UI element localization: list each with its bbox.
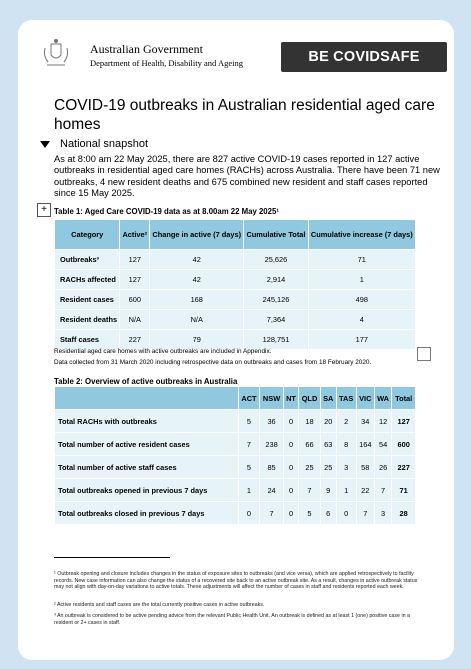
row-label: Staff cases [55,330,120,350]
table-cell: 4 [308,310,415,330]
table-move-handle-icon[interactable]: + [37,203,51,217]
column-header: Category [55,220,120,250]
table-cell: N/A [150,310,244,330]
collapse-triangle-icon[interactable] [40,141,50,148]
table-cell: 600 [120,290,150,310]
table-cell: 498 [308,290,415,310]
covidsafe-badge: BE COVIDSAFE [281,42,447,72]
table-cell: 600 [392,433,416,456]
table-cell: 177 [308,330,415,350]
table-cell: 66 [299,433,321,456]
table-cell: 127 [120,270,150,290]
column-header: Cumulative Total [244,220,308,250]
column-header: Cumulative increase (7 days) [308,220,415,250]
table-cell: 85 [260,456,284,479]
table-cell: 127 [120,250,150,270]
table-cell: 58 [356,456,374,479]
table-cell: 42 [150,250,244,270]
table-cell: 54 [374,433,392,456]
row-label: Total RACHs with outbreaks [55,410,239,433]
table-row [55,479,416,502]
page-header [18,20,454,82]
table-cell: 9 [320,479,336,502]
row-label: Resident deaths [55,310,120,330]
row-label: Outbreaks³ [55,250,120,270]
appendix-note [54,348,271,355]
table-cell: 7 [260,502,284,525]
table-cell: 7 [238,433,259,456]
column-header: Total [392,387,416,410]
table-cell: 8 [336,433,356,456]
table-cell: 25 [320,456,336,479]
table-cell: 20 [320,410,336,433]
table-cell: 0 [238,502,259,525]
data-collection-note: Data collected from 31 March 2020 including retrospective data on outbreaks and cases from 18 February 2020. [54,359,372,366]
row-label: RACHs affected [55,270,120,290]
government-name: Australian Government [90,42,203,56]
table-cell: 7,364 [244,310,308,330]
row-label: Total number of active staff cases [55,456,239,479]
table-cell: 1 [238,479,259,502]
column-header: QLD [299,387,321,410]
column-header: ACT [238,387,259,410]
table-cell: 18 [299,410,321,433]
table-row [55,310,416,330]
table-cell: 1 [308,270,415,290]
table-cell: N/A [120,310,150,330]
column-header: VIC [356,387,374,410]
table-cell: 164 [356,433,374,456]
column-header: WA [374,387,392,410]
table-cell: 42 [150,270,244,290]
column-header: Active² [120,220,150,250]
footnote-divider [54,557,170,558]
table-cell: 3 [336,456,356,479]
table-cell: 24 [260,479,284,502]
table-cell: 26 [374,456,392,479]
outbreak-overview-table [54,386,416,525]
aged-care-data-table [54,219,416,350]
table-cell: 7 [356,502,374,525]
table-cell: 7 [299,479,321,502]
table-cell: 0 [283,433,298,456]
column-header: SA [320,387,336,410]
table-cell: 7 [374,479,392,502]
table-header-row [55,387,416,410]
table-row [55,502,416,525]
intro-paragraph: As at 8:00 am 22 May 2025, there are 827 active COVID-19 cases reported in 127 active outbreaks in residential aged care homes (RACHs) across Australia. There have been 71 new outbreaks, 4 new resident deaths and 675 combined new resident and staff cases reported since 15 May 2025. [54,154,440,198]
table-cell: 71 [308,250,415,270]
table-cell: 36 [260,410,284,433]
table-cell: 22 [356,479,374,502]
table-cell: 5 [238,410,259,433]
table-row [55,456,416,479]
table-cell: 227 [392,456,416,479]
table-cell: 63 [320,433,336,456]
table-cell: 127 [392,410,416,433]
page-title: COVID-19 outbreaks in Australian residential aged care homes [54,97,435,133]
table-row [55,270,416,290]
table-row [55,330,416,350]
table-header-row [55,220,416,250]
appendix-note-text: Residential aged care homes with active outbreaks are included in Appendix. [54,348,272,355]
section-heading[interactable] [40,138,148,150]
table-cell: 5 [299,502,321,525]
column-header: TAS [336,387,356,410]
table-row [55,410,416,433]
table-cell: 2 [336,410,356,433]
table-cell: 2,914 [244,270,308,290]
table-cell: 3 [374,502,392,525]
table-cell: 168 [150,290,244,310]
table-cell: 1 [336,479,356,502]
table-cell: 0 [283,479,298,502]
table2-caption: Table 2: Overview of active outbreaks in Australia [54,377,238,386]
document-page [18,20,454,660]
table-cell: 79 [150,330,244,350]
table-cell: 71 [392,479,416,502]
table-cell: 0 [283,456,298,479]
footnote-1: ¹ Outbreak opening and closure includes changes in the status of exposure sites to outbreaks (and vice versa), which are applied retrospectively to facility records. New case information can also change the status of a recovered site back to an active outbreak site. As a result, changes in active outbreak status may not align with day-on-day variations to active totals. These adjustments will affect the number of cases in staff and residents reported each week. [54,571,418,591]
table1-caption: Table 1: Aged Care COVID-19 data as at 8.00am 22 May 2025¹ [54,207,279,216]
column-header: NT [283,387,298,410]
table-cell: 5 [238,456,259,479]
table-cell: 227 [120,330,150,350]
footnote-2: ² Active residents and staff cases are the total currently positive cases in active outbreaks. [54,602,265,608]
row-label: Total outbreaks closed in previous 7 days [55,502,239,525]
row-label: Total outbreaks opened in previous 7 days [55,479,239,502]
row-label: Resident cases [55,290,120,310]
section-heading-label: National snapshot [60,138,149,150]
table-row [55,433,416,456]
table-cell: 245,126 [244,290,308,310]
table-cell: 28 [392,502,416,525]
coat-of-arms-icon [42,38,70,68]
column-header: NSW [260,387,284,410]
table-cell: 25 [299,456,321,479]
column-header [55,387,239,410]
table-cell: 0 [283,502,298,525]
department-name: Department of Health, Disability and Ageing [90,58,243,68]
table-cell: 0 [336,502,356,525]
footnote-3: ³ An outbreak is considered to be active pending advice from the relevant Public Health Unit. An outbreak is defined as at least 1 (one) positive case in a resident or 2+ cases in staff. [54,613,410,626]
table-cell: 0 [283,410,298,433]
table-cell: 128,751 [244,330,308,350]
table-cell: 6 [320,502,336,525]
table-row [55,290,416,310]
column-header: Change in active (7 days) [150,220,244,250]
row-label: Total number of active resident cases [55,433,239,456]
table-row [55,250,416,270]
table-cell: 12 [374,410,392,433]
table-cell: 34 [356,410,374,433]
table-cell: 238 [260,433,284,456]
table-cell: 25,626 [244,250,308,270]
empty-checkbox[interactable] [417,347,431,361]
